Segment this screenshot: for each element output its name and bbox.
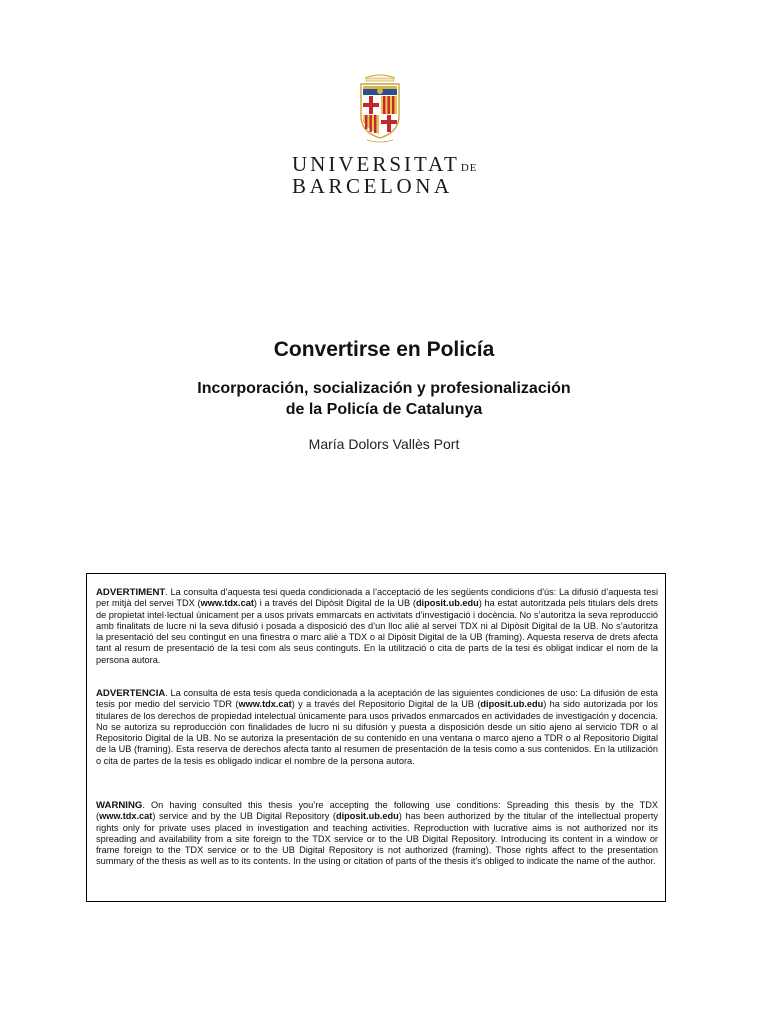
notice-heading: ADVERTIMENT (96, 587, 166, 598)
repository-link[interactable]: diposit.ub.edu (335, 811, 399, 822)
repository-link[interactable]: diposit.ub.edu (480, 699, 544, 710)
wordmark-line-1: UNIVERSITATDE (292, 152, 478, 176)
notice-catalan: ADVERTIMENT. La consulta d’aquesta tesi queda condicionada a l’acceptació de les següents condicions d'ús: La difusió d’aquesta tesi per mitjà del servei TDX (www.tdx.cat) i a través del Dipòsit Digital de la UB (diposit.ub.edu) ha estat autoritzada pels titulars dels drets de propietat intel·lectual únicament per a usos privats emmarcats en activitats d’investigació i docència. No s’autoritza la seva reproducció amb finalitats de lucre ni la seva difusió i posada a disposició des d’un lloc aliè al servei TDX ni al Dipòsit Digital de la UB. No s’autoritza la presentació del seu contingut en una finestra o marc aliè a TDX o al Dipòsit Digital de la UB (framing). Aquesta reserva de drets afecta tant al resum de presentació de la tesi com als seus continguts. En la utilització o cita de parts de la tesi és obligat indicar el nom de la persona autora. (96, 587, 659, 665)
university-logo (290, 72, 480, 197)
repository-link[interactable]: diposit.ub.edu (415, 598, 479, 609)
university-shield-icon (357, 72, 403, 144)
usage-notice-box (86, 573, 666, 902)
document-author: María Dolors Vallès Port (308, 436, 460, 452)
notice-heading: ADVERTENCIA (96, 688, 166, 699)
notice-spanish: ADVERTENCIA. La consulta de esta tesis queda condicionada a la aceptación de las siguientes condiciones de uso: La difusión de esta tesis por medio del servicio TDR (www.tdx.cat) y a través del Repositorio Digital de la UB (diposit.ub.edu) ha sido autorizada por los titulares de los derechos de propiedad intelectual únicamente para usos privados enmarcados en actividades de investigación y docencia. No se autoriza su reproducción con finalidades de lucro ni su difusión y puesta a disposición desde un sitio ajeno al servicio TDR o al Repositorio Digital de la UB. No se autoriza la presentación de su contenido en una ventana o marco ajeno a TDR o al Repositorio Digital de la UB (framing). Esta reserva de derechos afecta tanto al resumen de presentación de la tesis como a sus contenidos. En la utilización o cita de partes de la tesis es obligado indicar el nombre de la persona autora. (96, 688, 658, 766)
tdx-link[interactable]: www.tdx.cat (238, 699, 292, 710)
notice-heading: WARNING (96, 800, 143, 811)
tdx-link[interactable]: www.tdx.cat (99, 811, 153, 822)
notice-english: WARNING. On having consulted this thesis you’re accepting the following use conditions: Spreading this thesis by the TDX (www.tdx.cat) service and by the UB Digital Repository (diposit.ub.edu) has been authorized by the titular of the intellectual property rights only for private uses placed in investigation and teaching activities. Reproduction with lucrative aims is not authorized nor its spreading and availability from a site foreign to the TDX service or to the UB Digital Repository. Introducing its content in a window or frame foreign to the TDX service or to the UB Digital Repository is not authorized (framing). Those rights affect to the presentation summary of the thesis as well as to its contents. In the using or citation of parts of the thesis it’s obliged to indicate the name of the author. (96, 800, 658, 867)
tdx-link[interactable]: www.tdx.cat (200, 598, 254, 609)
document-title: Convertirse en Policía (273, 338, 495, 361)
subtitle-line-2: de la Policía de Catalunya (285, 401, 483, 418)
subtitle-line-1: Incorporación, socialización y profesionalización (197, 380, 571, 397)
document-subtitle (0, 378, 768, 420)
wordmark-line-2: BARCELONA (292, 174, 453, 198)
